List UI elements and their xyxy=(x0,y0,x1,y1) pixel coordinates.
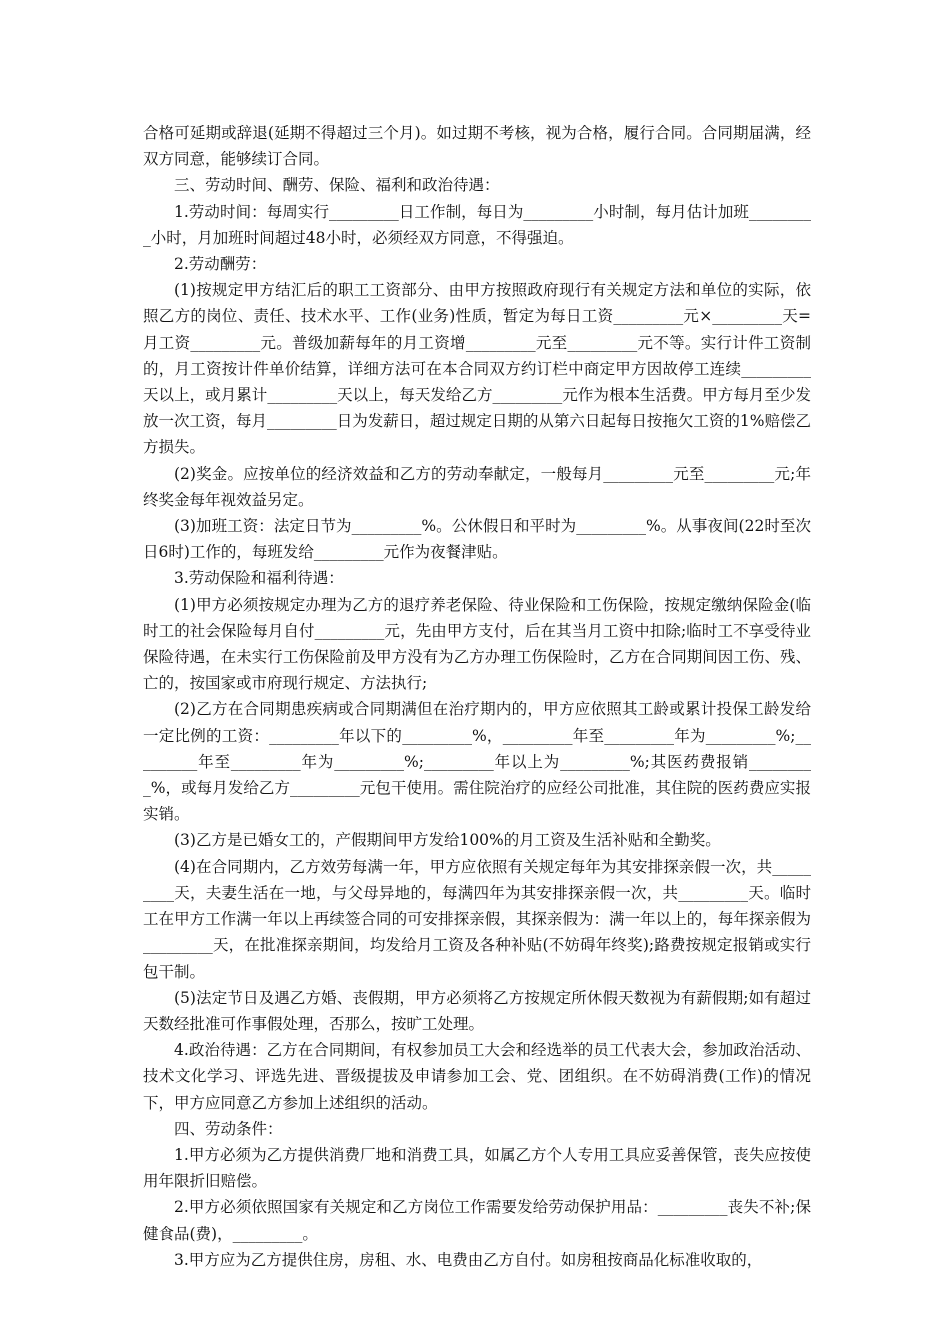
paragraph-insurance: (1)甲方必须按规定办理为乙方的退疗养老保险、待业保险和工伤保险，按规定缴纳保险金(临时工的社会保险每月自付_________元，先由甲方支付，后在其当月工资中扣除;临时工不享受待业保险待遇，在未实行工伤保险前及甲方没有为乙方办理工伤保险时，乙方在合同期间因工伤、残、亡的，按国家或市府现行规定、方法执行; xyxy=(143,595,811,693)
paragraph-home-leave: (4)在合同期内，乙方效劳每满一年，甲方应依照有关规定每年为其安排探亲假一次，共_________天，夫妻生活在一地，与父母异地的，每满四年为其安排探亲假一次，共_________天。临时工在甲方工作满一年以上再续签合同的可安排探亲假，其探亲假为：满一年以上的，每年探亲假为_________天，在批准探亲期间，均发给月工资及各种补贴(不妨碍年终奖);路费按规定报销或实行包干制。 xyxy=(143,857,811,981)
paragraph-housing: 3.甲方应为乙方提供住房，房租、水、电费由乙方自付。如房租按商品化标准收取的， xyxy=(174,1250,763,1269)
paragraph-protective-gear: 2.甲方必须依照国家有关规定和乙方岗位工作需要发给劳动保护用品：_________丧失不补;保健食品(费)，_________。 xyxy=(143,1198,811,1243)
section-heading-4: 四、劳动条件： xyxy=(174,1119,283,1138)
contract-body xyxy=(143,120,811,1273)
paragraph-wages: (1)按规定甲方结汇后的职工工资部分、由甲方按照政府现行有关规定方法和单位的实际，依照乙方的岗位、责任、技术水平、工作(业务)性质，暂定为每日工资_________元×_________天=月工资_________元。普级加薪每年的月工资增_________元至_________元不等。实行计件工资制的，月工资按计件单价结算，详细方法可在本合同双方约订栏中商定甲方因故停工连续_________天以上，或月累计_________天以上，每天发给乙方_________元作为根本生活费。甲方每月至少发放一次工资，每月_________日为发薪日，超过规定日期的从第六日起每日按拖欠工资的1%赔偿乙方损失。 xyxy=(143,281,811,457)
paragraph-holidays: (5)法定节日及遇乙方婚、丧假期，甲方必须将乙方按规定所休假天数视为有薪假期;如有超过天数经批准可作事假处理，否那么，按旷工处理。 xyxy=(143,988,811,1033)
subheading-insurance-welfare: 3.劳动保险和福利待遇： xyxy=(174,569,344,588)
paragraph-work-hours: 1.劳动时间：每周实行_________日工作制，每日为_________小时制，每月估计加班_________小时，月加班时间超过48小时，必须经双方同意，不得强迫。 xyxy=(143,202,811,247)
paragraph-tools: 1.甲方必须为乙方提供消费厂地和消费工具，如属乙方个人专用工具应妥善保管，丧失应按使用年限折旧赔偿。 xyxy=(143,1145,811,1191)
paragraph-overtime-pay: (3)加班工资：法定日节为_________%。公休假日和平时为_________%。从事夜间(22时至次日6时)工作的，每班发给_________元作为夜餐津贴。 xyxy=(143,517,811,562)
paragraph-bonus: (2)奖金。应按单位的经济效益和乙方的劳动奉献定，一般每月_________元至_________元;年终奖金每年视效益另定。 xyxy=(143,464,811,509)
paragraph-sick-pay: (2)乙方在合同期患疾病或合同期满但在治疗期内的，甲方应依照其工龄或累计投保工龄发给一定比例的工资：_________年以下的_________%，_________年至_________年为_________%;_________年至_________年为_________%;_________年以上为_________%;其医药费报销_________%，或每月发给乙方_________元包干使用。需住院治疗的应经公司批准，其住院的医药费应实报实销。 xyxy=(143,700,811,824)
paragraph-continuation: 合格可延期或辞退(延期不得超过三个月)。如过期不考核，视为合格，履行合同。合同期届满，经双方同意，能够续订合同。 xyxy=(143,124,811,169)
paragraph-political-treatment: 4.政治待遇：乙方在合同期间，有权参加员工大会和经选举的员工代表大会，参加政治活动、技术文化学习、评选先进、晋级提拔及申请参加工会、党、团组织。在不妨碍消费(工作)的情况下，甲方应同意乙方参加上述组织的活动。 xyxy=(143,1041,811,1112)
section-heading-3: 三、劳动时间、酬劳、保险、福利和政治待遇： xyxy=(174,176,500,195)
subheading-remuneration: 2.劳动酬劳： xyxy=(174,255,267,274)
paragraph-maternity: (3)乙方是已婚女工的，产假期间甲方发给100%的月工资及生活补贴和全勤奖。 xyxy=(174,831,721,850)
